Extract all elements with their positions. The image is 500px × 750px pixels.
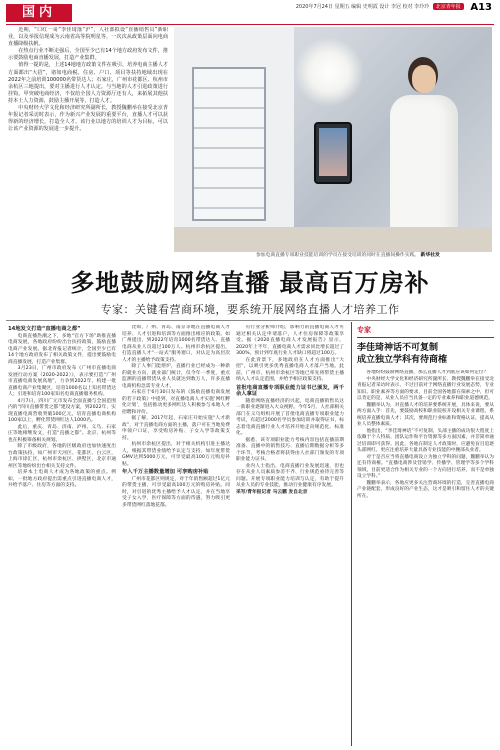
article-paragraph: 在此背景下，多地政府在人才方面推出“大招”，以吸引更多优秀直播电商人才落户当地。此前，广州市、杭州市余杭区等地已率先将带货主播纳入人才认定范围，并给予相应政策支持。	[236, 357, 344, 382]
article-column-3	[236, 325, 344, 745]
sidebar-paragraph: 对于是否应当将直播电商设立为独立学科的问题，魏鹏举认为还有待商榷。“直播电商涉及营销学、传播学、管理学等多个学科领域，目前更适合作为相关专业的一个方向进行培养，而不是单独设立学科。”	[357, 454, 494, 479]
article-paragraph: 培养本土电商人才成为各地政策的重点。例如，一批地方政府提出需重点引进直播电商人才，并给予落户、住房等方面的支持。	[8, 470, 116, 488]
article-paragraph: 随着网络直播经济的兴起，电商直播销售员这一新职业逐渐进入大众视野。今年5月，人社部相关部门在义乌组织开展了首批电商直播专项职业能力考试，有超过2000名学员参加培训并取得证书，标志着电商直播行业人才培养开始走向规范化、标准化。	[236, 398, 344, 436]
sidebar-paragraph: 他指出，“李佳琦神话”不可复制，头部主播的成功很大程度上依赖于个人特质、团队运作和平台资源等多方面因素，并非简单通过培训即可获得。因此，各地在制定人才政策时，应避免盲目追逐头部网红，更应注重培养大量具备专业技能的中腰部从业者。	[357, 428, 494, 453]
lead-paragraph: 值得一提的是，上述14地地方政策文件在吸引、培养电商主播人才方面都出“大招”，诸如电商税、住房、户口、项目等扶持地域出现在2022年之前培训100000名带货达人；石家庄，广州市花都区、杭州市余杭区三地提出，要对主播进行人才认定。与当地的人才引进政策进行挂钩。甲突破电商经济，不仅给全国人力资源厅还有人，来拓展其他扶持本土人力资源，鼓励主播开展等，打造人才。	[8, 62, 168, 104]
article-paragraph: 4月7日，四川广元市发布全面直播与全国范围内的“四川直播带货之都”建设方案，到2022年，实现直播电商营收突破100亿元，培育直播电商机构100家以上，孵化带货网红达人1000名。	[8, 398, 116, 423]
sidebar-paragraph: 各地纷纷鼓励网络直播，那么直播人才到底应该如何定位？	[366, 370, 489, 375]
article-paragraph: 有行业分析师介绍，影响力的直播电商人才可通过相关认定申请落户，人才住房保障等政策享受。据《2020直播电商人才发展报告》显示，2020年上半年，直播电商人才需求同比增长超过了300%，预计到年底行业人才缺口将超过100万。	[236, 325, 344, 356]
proof-credit: 校对 李玲玲	[402, 4, 430, 10]
sidebar-paragraph: 魏鹏举表示，各地应更多关注营商环境的打造，完善直播电商产业链配套，形成良好的产业生态，这才是吸引和留住人才的关键所在。	[357, 480, 494, 499]
photo-phone	[314, 122, 352, 184]
expert-sidebar	[357, 325, 494, 745]
photo-clothing-rack	[192, 67, 266, 221]
design-credit: 设计 李冠	[379, 4, 401, 10]
page-header	[0, 0, 500, 24]
photo-ring-light	[294, 37, 364, 107]
article-column-1	[8, 325, 116, 745]
issue-date: 2020年7月24日 星期五	[295, 4, 350, 10]
photo-livestreamer	[384, 57, 464, 252]
section-subheading: 14地发文打造“直播电商之都”	[8, 326, 81, 332]
news-photo	[174, 27, 492, 252]
article-paragraph: 比如，广州、青岛、南京等地在直播电商人才培养、人才引进和培训等方面推出相应的政策。如广州提出，到2022年培育1000名带货达人、直播电商从业人员超过100万人。杭州市余杭区提出，打造直播人才“一站式”服务窗口，对认定为高层次人才的主播给予政策支持。	[122, 325, 230, 363]
header-divider	[6, 24, 494, 25]
article-paragraph: 据了解，2017年起，石家庄开始实施“人才新政”，对于直播电商方面的主播，落户可在当地免费申领户口证，享受购房补贴、子女入学等政策支持。	[122, 416, 230, 441]
article-paragraph: 除了市级政府，各地的区级政府也加快速度出台政策扶持，如广州市天河区、花都区、白云区，上海市徐汇区，杭州市余杭区、拱墅区，北京市通州区等地纷纷出台相关支持文件。	[8, 444, 116, 469]
sidebar-label: 专家	[357, 326, 371, 334]
section-subheading: 年入千万主播数量增加 可享购房补贴	[122, 469, 209, 475]
article-column-2	[122, 325, 230, 745]
article-paragraph: 据悉，该专项职业能力考核内容包括直播前期准备、直播中的销售技巧、直播后期数据分析等多个环节，考核合格者将获得由人社部门颁发的专项职业能力证书。	[236, 437, 344, 462]
sidebar-divider	[351, 322, 352, 746]
caption-text: 参加电商直播专项职业技能培训的学员在接受培训的同时在直播间操作实践。	[256, 253, 420, 258]
article-paragraph: 3月23日，广州市政府发布《广州市直播电商发展行动方案（2020-2022）》，表示要打造“广州市直播电商发展高地”，力争到2022年，构建一批直播电商产业集聚区，培育1000名以上知名带货达人；引进和培育100家知名电商直播服务机构。	[8, 366, 116, 397]
caption-credit: 新华社发	[420, 253, 440, 258]
article-paragraph: 石家庄于6月30日发布的《鼓励直播电商发展的若干政策》中提到，对直播电商人才实施‘网红孵化计划’，包括推动更多网红达人积极参与本地人才招聘和评价。	[122, 390, 230, 415]
sidebar-paragraph: 魏鹏举认为，对直播人才的培养要系统开展，具体来说，要从两方面入手：首先，要鼓励高校和职业院校开设相关专业课程，系统培养直播电商人才；其次，要规范行业标准和资格认证，提高从业人员整体素质。	[357, 402, 494, 427]
article-paragraph: 业内人士指出，电商直播行业发展迅速，但也存在从业人员素质参差不齐、行业规范亟待完善等问题。开展专项职业能力培训与认定，有助于提升从业人员的专业技能，推动行业健康有序发展。	[236, 463, 344, 488]
section-label: 国内	[6, 4, 72, 22]
lead-paragraph: 在热点行业不断走强后，全国至少已有14个地方政府发布文件，推示要鼓励电商直播发展，打造产业集群。	[8, 48, 168, 62]
photo-caption	[256, 253, 494, 259]
lead-paragraph: 中央财经大学文化和经济研究所副所长，教授魏鹏举在接受北京青年报记者采访时表示，作为新兴产业发展的重要平台，直播人才可以获得新的经济增长，打造全人才。该行业以地方的培训人才为目标，可以让该产业资源的发展进一步提升。	[8, 105, 168, 133]
article-paragraph: 杭州市余杭区提出，对于相关机构引进主播达人，根据其带货业绩给予认定与支持，如年度带货GMV达到5000万元，可享受最高100万元购房补贴。	[122, 442, 230, 467]
sidebar-title: 李佳琦神话不可复制 成立独立学科有待商榷	[357, 343, 448, 365]
sidebar-body	[357, 370, 494, 735]
page-number: A13	[470, 2, 492, 13]
main-headline: 多地鼓励网络直播 最高百万房补	[70, 268, 430, 297]
section-subheading: 首批电商直播专项职业能力证书已颁发，两千余人拿证	[236, 384, 344, 397]
article-paragraph: 除了人事门能熔炉，直播行业已经成为一种新的就业方向，就业部门统计，仅今年一季度，重点监测的直播带货从业人员就达到数万人，许多直播电商机构急需专业人才。	[122, 364, 230, 389]
lead-text	[8, 27, 168, 260]
article-byline: 采写/青年报记者 马云鹏 发自北京	[236, 489, 308, 495]
page-meta	[296, 2, 492, 13]
lead-paragraph: 近期，“口红一哥”李佳琦落“沪”，人社部拟设“直播销售员”新职业，以及举报信现成为云南省高等院明星等，一次次从政策层面向电商直播降级扶帆。	[8, 27, 168, 48]
sidebar-paragraph: 中央财经大学文化和经济研究所副所长、教授魏鹏举在接受北青报记者采访时表示，不过目前对于网络直播行业发展态势，专业知识、职业素养等方面的要求，目前全国各地都在探索之中，但可以肯定的是，从业人员应当具备一定的专业素养和职业道德规范。	[357, 376, 494, 401]
editor-credit: 编辑 史明霞	[351, 4, 378, 10]
sidebar-rule	[357, 337, 494, 338]
photo-desk	[174, 227, 492, 252]
article-paragraph: 此后，重庆、青岛、济南、泸州、义乌、石家庄等地相继发文，打造“直播之都”。北京、杭州等也在积极筹备相关规划。	[8, 424, 116, 443]
headline-divider	[6, 320, 494, 321]
sub-headline: 专家：关键看营商环境，要系统开展网络直播人才培养工作	[100, 303, 400, 316]
article-paragraph: 电商直播热潮之下，多地“官方下场”助推直播电商发展，各地政府纷纷出台扶持政策，鼓励直播电商产业发展。据北青报记者统计，全国至少已有14个地方政府发布了相关政策文件，提出要鼓励电商直播发展，打造产业集群。	[8, 333, 116, 365]
article-paragraph: 广州市花都区则规定，对于年销售额超过1亿元的带货主播，可享受最高100万元的购房补贴。同时，对引进的优秀主播给予人才认定，并在当地享受子女入学、医疗保障等方面的待遇，努力吸引更多带货网红落地花都。	[122, 476, 230, 508]
newspaper-badge: 北京青年报	[433, 3, 464, 10]
